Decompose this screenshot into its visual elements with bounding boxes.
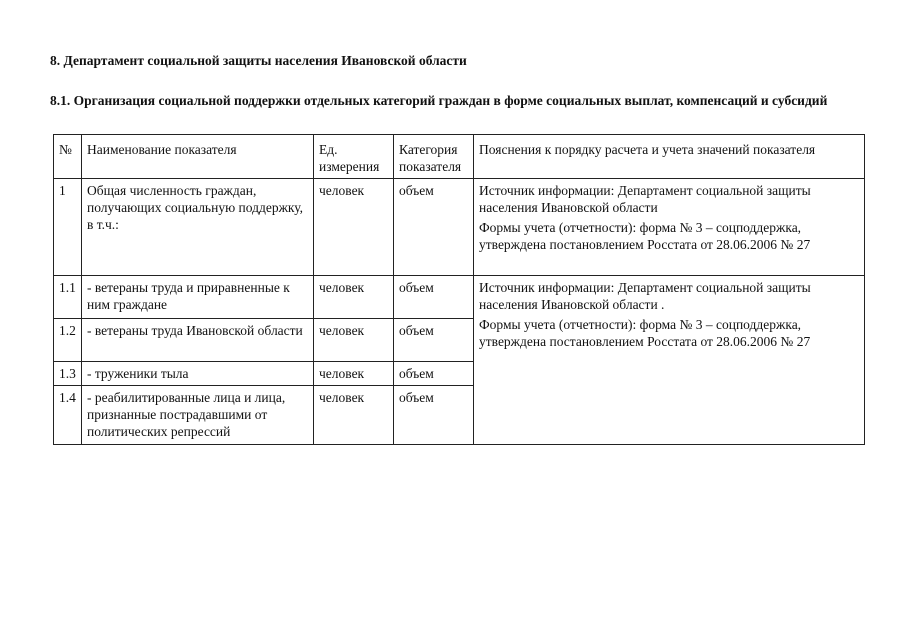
explanation-source: Источник информации: Департамент социальной защиты населения Ивановской области . — [479, 280, 811, 312]
subsection-title: 8.1. Организация социальной поддержки отдельных категорий граждан в форме социальных выплат, компенсаций и субсидий — [50, 93, 828, 108]
cell-category: объем — [394, 319, 474, 362]
cell-category: объем — [394, 179, 474, 276]
explanation-form: Формы учета (отчетности): форма № 3 – соцподдержка, утверждена постановлением Росстата от 28.06.2006 № 27 — [479, 220, 811, 252]
section-title: 8. Департамент социальной защиты населения Ивановской области — [50, 53, 467, 68]
table-row — [54, 179, 865, 276]
explanation-form: Формы учета (отчетности): форма № 3 – соцподдержка, утверждена постановлением Росстата от 28.06.2006 № 27 — [479, 317, 811, 349]
table-header-row — [54, 135, 865, 179]
cell-no: 1.1 — [54, 276, 82, 319]
cell-no: 1.4 — [54, 386, 82, 445]
table-row — [54, 276, 865, 319]
cell-name: - ветераны труда и приравненные к ним граждане — [82, 276, 314, 319]
header-unit: Ед. измерения — [314, 135, 394, 179]
indicators-table — [53, 134, 865, 445]
cell-unit: человек — [314, 276, 394, 319]
cell-name: - труженики тыла — [82, 362, 314, 386]
cell-unit: человек — [314, 362, 394, 386]
header-no: № — [54, 135, 82, 179]
cell-no: 1 — [54, 179, 82, 276]
cell-category: объем — [394, 276, 474, 319]
explanation-source: Источник информации: Департамент социальной защиты населения Ивановской области — [479, 183, 811, 215]
header-explanation: Пояснения к порядку расчета и учета значений показателя — [474, 135, 865, 179]
cell-name: - реабилитированные лица и лица, признанные пострадавшими от политических репрессий — [82, 386, 314, 445]
header-name: Наименование показателя — [82, 135, 314, 179]
cell-category: объем — [394, 386, 474, 445]
cell-name: Общая численность граждан, получающих социальную поддержку, в т.ч.: — [82, 179, 314, 276]
cell-category: объем — [394, 362, 474, 386]
header-category: Категория показателя — [394, 135, 474, 179]
cell-no: 1.2 — [54, 319, 82, 362]
cell-unit: человек — [314, 319, 394, 362]
cell-unit: человек — [314, 179, 394, 276]
cell-explanation-group — [474, 276, 865, 445]
cell-explanation — [474, 179, 865, 276]
cell-unit: человек — [314, 386, 394, 445]
cell-name: - ветераны труда Ивановской области — [82, 319, 314, 362]
cell-no: 1.3 — [54, 362, 82, 386]
